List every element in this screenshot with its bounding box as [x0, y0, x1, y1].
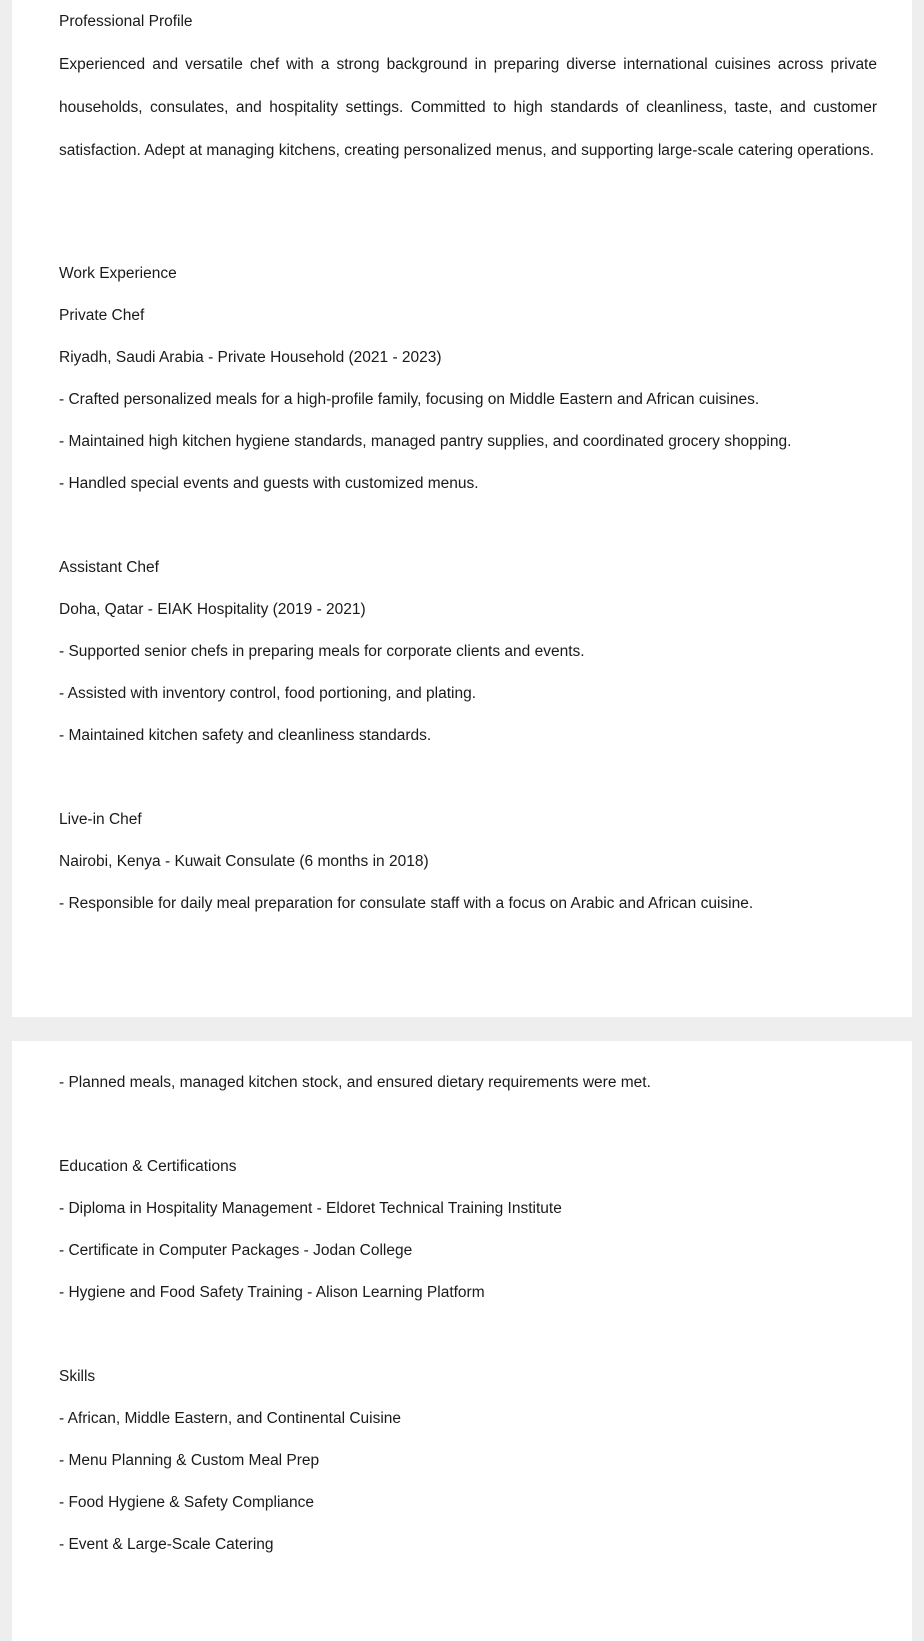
- job-bullet: - Planned meals, managed kitchen stock, and ensured dietary requirements were met.: [59, 1074, 651, 1091]
- skill-item: - Event & Large-Scale Catering: [59, 1536, 274, 1553]
- job-title: Private Chef: [59, 307, 145, 324]
- education-item: - Certificate in Computer Packages - Jodan College: [59, 1242, 413, 1259]
- education-item: - Diploma in Hospitality Management - Eldoret Technical Training Institute: [59, 1200, 562, 1217]
- skills-heading: Skills: [59, 1368, 96, 1385]
- experience-heading: Work Experience: [59, 265, 177, 282]
- skill-item: - Food Hygiene & Safety Compliance: [59, 1494, 315, 1511]
- job-bullet: - Assisted with inventory control, food portioning, and plating.: [59, 685, 477, 702]
- job-title: Assistant Chef: [59, 559, 159, 576]
- profile-summary: Experienced and versatile chef with a strong background in preparing diverse international cuisines across private households, consulates, and hospitality settings. Committed to high standards of cleanliness, taste, and customer satisfaction. Adept at managing kitchens, creating personalized menus, and supporting large-scale catering operations.: [59, 56, 877, 159]
- skill-item: - Menu Planning & Custom Meal Prep: [59, 1452, 320, 1469]
- document-page-1: [12, 0, 912, 1017]
- job-bullet: - Crafted personalized meals for a high-profile family, focusing on Middle Eastern and African cuisines.: [59, 391, 760, 408]
- skill-item: - African, Middle Eastern, and Continental Cuisine: [59, 1410, 402, 1427]
- document-page-2: [12, 1041, 912, 1641]
- job-bullet: - Maintained kitchen safety and cleanliness standards.: [59, 727, 432, 744]
- education-heading: Education & Certifications: [59, 1158, 237, 1175]
- job-location: Riyadh, Saudi Arabia - Private Household (2021 - 2023): [59, 349, 442, 366]
- job-bullet: - Supported senior chefs in preparing meals for corporate clients and events.: [59, 643, 585, 660]
- education-item: - Hygiene and Food Safety Training - Alison Learning Platform: [59, 1284, 485, 1301]
- job-bullet: - Maintained high kitchen hygiene standards, managed pantry supplies, and coordinated grocery shopping.: [59, 433, 792, 450]
- job-bullet: - Responsible for daily meal preparation for consulate staff with a focus on Arabic and African cuisine.: [59, 895, 754, 912]
- job-bullet: - Handled special events and guests with customized menus.: [59, 475, 479, 492]
- job-location: Nairobi, Kenya - Kuwait Consulate (6 months in 2018): [59, 853, 429, 870]
- job-title: Live-in Chef: [59, 811, 142, 828]
- job-location: Doha, Qatar - EIAK Hospitality (2019 - 2021): [59, 601, 366, 618]
- profile-heading: Professional Profile: [59, 13, 193, 30]
